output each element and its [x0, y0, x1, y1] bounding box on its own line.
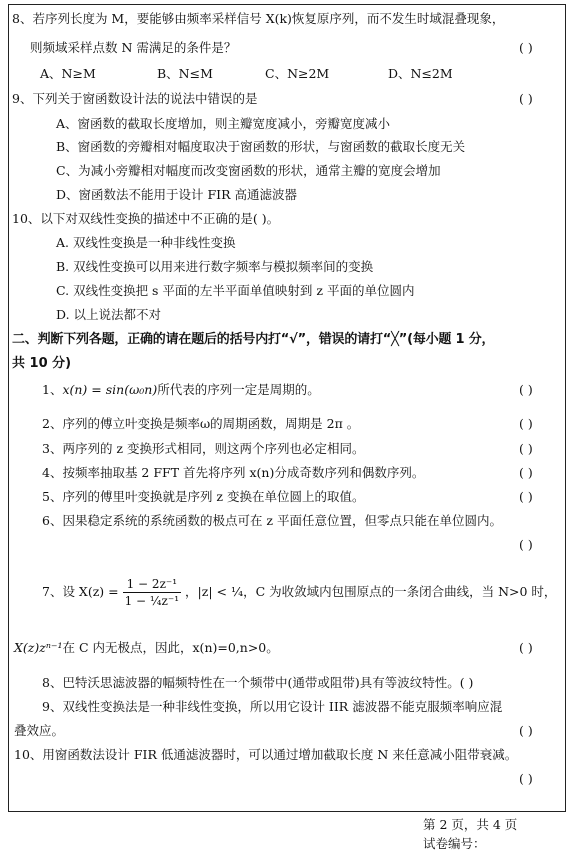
tf3-item: 3、两序列的 z 变换形式相同，则这两个序列也必定相同。 — [42, 441, 365, 456]
q10-option-d: D. 以上说法都不对 — [56, 307, 162, 322]
tf2-item: 2、序列的傅立叶变换是频率ω的周期函数，周期是 2π 。 — [42, 416, 360, 431]
tf7-condition: ，|z| < ¼ — [185, 584, 244, 599]
q10-option-a: A. 双线性变换是一种非线性变换 — [56, 235, 236, 250]
tf3-answer-paren: ( ) — [519, 441, 533, 456]
tf5-item: 5、序列的傅里叶变换就是序列 z 变换在单位圆上的取值。 — [42, 489, 365, 504]
q8-stem-line2: 则频域采样点数 N 需满足的条件是？ — [30, 40, 237, 55]
tf5-answer-paren: ( ) — [519, 489, 533, 504]
section2-heading-line1: 二、判断下列各题，正确的请在题后的括号内打“√”，错误的请打“╳”(每小题 1 分， — [12, 332, 495, 347]
tf6-answer-paren: ( ) — [519, 537, 533, 552]
q10-stem: 10、以下对双线性变换的描述中不正确的是( )。 — [12, 211, 280, 226]
q9-answer-paren: ( ) — [519, 91, 533, 106]
q8-option-b: B、N≤M — [157, 66, 213, 81]
tf1-item: 1、x(n) = sin(ω₀n)所代表的序列一定是周期的。 — [42, 382, 320, 397]
tf7-line2-math: X(z)zⁿ⁻¹ — [14, 640, 63, 655]
tf7-fraction: $\frac{\text{1 − 2z⁻¹}}{\text{1 − ¼z⁻¹}}$ — [124, 577, 180, 608]
q8-option-c: C、N≥2M — [265, 66, 330, 81]
tf9-answer-paren: ( ) — [519, 723, 533, 738]
tf4-answer-paren: ( ) — [519, 465, 533, 480]
q8-stem-line1: 8、若序列长度为 M，要能够由频率采样信号 X(k)恢复原序列，而不发生时域混叠现象， — [12, 11, 505, 26]
q10-option-c: C. 双线性变换把 s 平面的左半平面单值映射到 z 平面的单位圆内 — [56, 283, 415, 298]
tf1-math: x(n) = sin(ω₀n) — [62, 382, 158, 397]
tf8-item: 8、巴特沃思滤波器的幅频特性在一个频带中(通带或阻带)具有等波纹特性。( ) — [42, 675, 474, 690]
tf10-answer-paren: ( ) — [519, 771, 533, 786]
section2-heading-line2: 共 10 分) — [12, 356, 72, 371]
q9-stem: 9、下列关于窗函数设计法的说法中错误的是 — [12, 91, 258, 106]
q8-option-a: A、N≥M — [40, 66, 96, 81]
q9-option-c: C、为减小旁瓣相对幅度而改变窗函数的形状，通常主瓣的宽度会增加 — [56, 163, 441, 178]
q9-option-b: B、窗函数的旁瓣相对幅度取决于窗函数的形状，与窗函数的截取长度无关 — [56, 139, 466, 154]
exam-code-label: 试卷编号： — [423, 836, 486, 851]
tf9-item-line1: 9、双线性变换法是一种非线性变换，所以用它设计 IIR 滤波器不能克服频率响应混 — [42, 699, 503, 714]
q9-option-d: D、窗函数法不能用于设计 FIR 高通滤波器 — [56, 187, 297, 202]
tf2-answer-paren: ( ) — [519, 416, 533, 431]
tf6-item: 6、因果稳定系统的系统函数的极点可在 z 平面任意位置，但零点只能在单位圆内。 — [42, 513, 502, 528]
tf7-answer-paren: ( ) — [519, 640, 533, 655]
q10-option-b: B. 双线性变换可以用来进行数字频率与模拟频率间的变换 — [56, 259, 374, 274]
q8-option-d: D、N≤2M — [388, 66, 453, 81]
tf7-line2: X(z)zⁿ⁻¹在 C 内无极点，因此，x(n)=0,n>0。 — [14, 640, 279, 655]
q9-option-a: A、窗函数的截取长度增加，则主瓣宽度减小，旁瓣宽度减小 — [56, 116, 391, 131]
tf4-item: 4、按频率抽取基 2 FFT 首先将序列 x(n)分成奇数序列和偶数序列。 — [42, 465, 425, 480]
tf9-item-line2: 叠效应。 — [14, 723, 65, 738]
page-number: 第 2 页，共 4 页 — [423, 817, 518, 832]
tf7-item: 7、设 X(z) = $\frac{\text{1 − 2z⁻¹}}{\text{1 − ¼z⁻¹}}$ ，|z| < ¼，C 为收敛域内包围原点的一条闭合曲线，当 N>0 时， — [42, 577, 557, 608]
tf10-item: 10、用窗函数法设计 FIR 低通滤波器时，可以通过增加截取长度 N 来任意减小阻带衰减。 — [14, 747, 518, 762]
tf1-answer-paren: ( ) — [519, 382, 533, 397]
q8-answer-paren: ( ) — [519, 40, 533, 55]
